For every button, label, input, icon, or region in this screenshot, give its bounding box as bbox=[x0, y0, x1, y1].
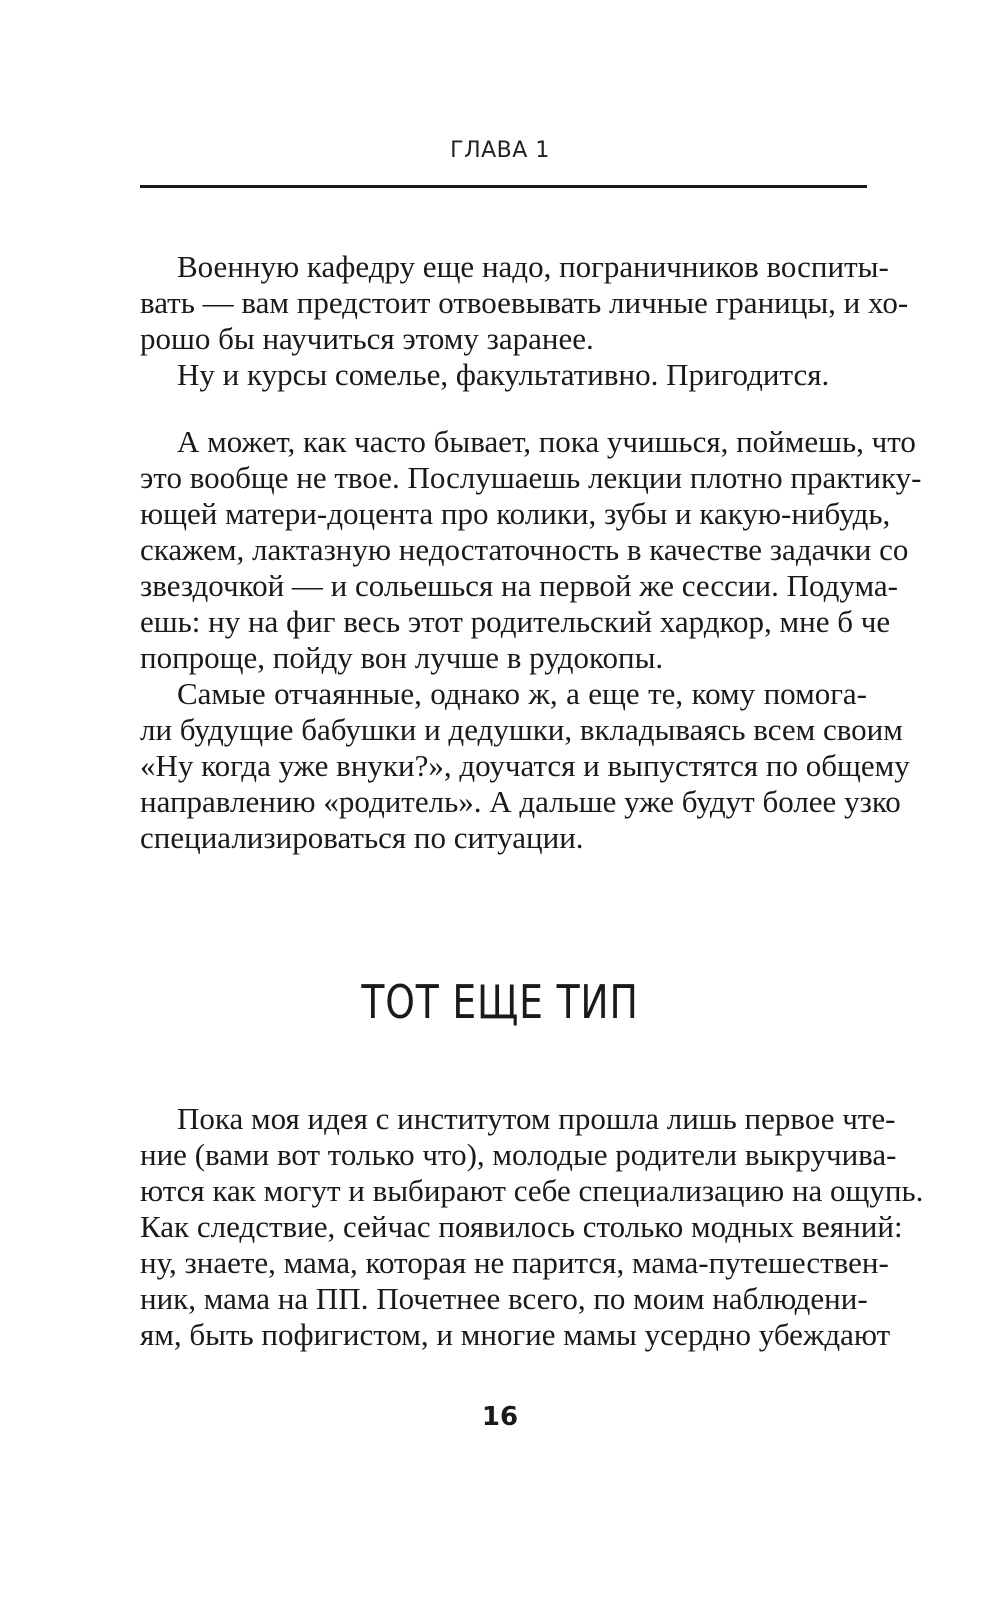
section-title: ТОТ ЕЩЕ ТИП bbox=[361, 975, 639, 1029]
text-line: вать — вам предстоит отвоевывать личные границы, и хо- bbox=[140, 285, 909, 320]
page-number: 16 bbox=[481, 1402, 519, 1432]
text-line: «Ну когда уже внуки?», доучатся и выпустятся по общему bbox=[140, 748, 910, 783]
text-line: Как следствие, сейчас появилось столько модных веяний: bbox=[140, 1209, 903, 1244]
paragraph-group-3 bbox=[140, 1101, 924, 1353]
text-line: Ну и курсы сомелье, факультативно. Пригодится. bbox=[177, 357, 830, 392]
text-line: скажем, лактазную недостаточность в качестве задачки со bbox=[140, 532, 909, 567]
text-line: направлению «родитель». А дальше уже будут более узко bbox=[140, 784, 901, 819]
text-line: Пока моя идея с институтом прошла лишь первое чте- bbox=[177, 1101, 896, 1136]
text-line: попроще, пойду вон лучше в рудокопы. bbox=[140, 640, 664, 675]
text-line: А может, как часто бывает, пока учишься, поймешь, что bbox=[177, 424, 916, 459]
text-line: ну, знаете, мама, которая не парится, мама-путешествен- bbox=[140, 1245, 889, 1280]
text-line: рошо бы научиться этому заранее. bbox=[140, 321, 594, 356]
header-rule bbox=[140, 185, 867, 188]
text-line: ющей матери-доцента про колики, зубы и какую-нибудь, bbox=[140, 496, 891, 531]
text-line: ли будущие бабушки и дедушки, вкладываясь всем своим bbox=[140, 712, 903, 747]
paragraph-group-1 bbox=[140, 249, 909, 393]
text-line: специализироваться по ситуации. bbox=[140, 820, 584, 855]
paragraph-group-2 bbox=[140, 424, 922, 856]
text-line: Военную кафедру еще надо, пограничников воспиты- bbox=[177, 249, 889, 284]
text-line: ешь: ну на фиг весь этот родительский хардкор, мне б че bbox=[140, 604, 891, 639]
text-line: Самые отчаянные, однако ж, а еще те, кому помога- bbox=[177, 676, 867, 711]
running-head: ГЛАВА 1 bbox=[450, 138, 550, 163]
text-line: звездочкой — и сольешься на первой же сессии. Подума- bbox=[140, 568, 898, 603]
text-line: это вообще не твое. Послушаешь лекции плотно практику- bbox=[140, 460, 922, 495]
text-line: ям, быть пофигистом, и многие мамы усердно убеждают bbox=[140, 1317, 891, 1352]
text-line: ние (вами вот только что), молодые родители выкручива- bbox=[140, 1137, 897, 1172]
text-line: ник, мама на ПП. Почетнее всего, по моим наблюдени- bbox=[140, 1281, 868, 1316]
text-line: ются как могут и выбирают себе специализацию на ощупь. bbox=[140, 1173, 924, 1208]
